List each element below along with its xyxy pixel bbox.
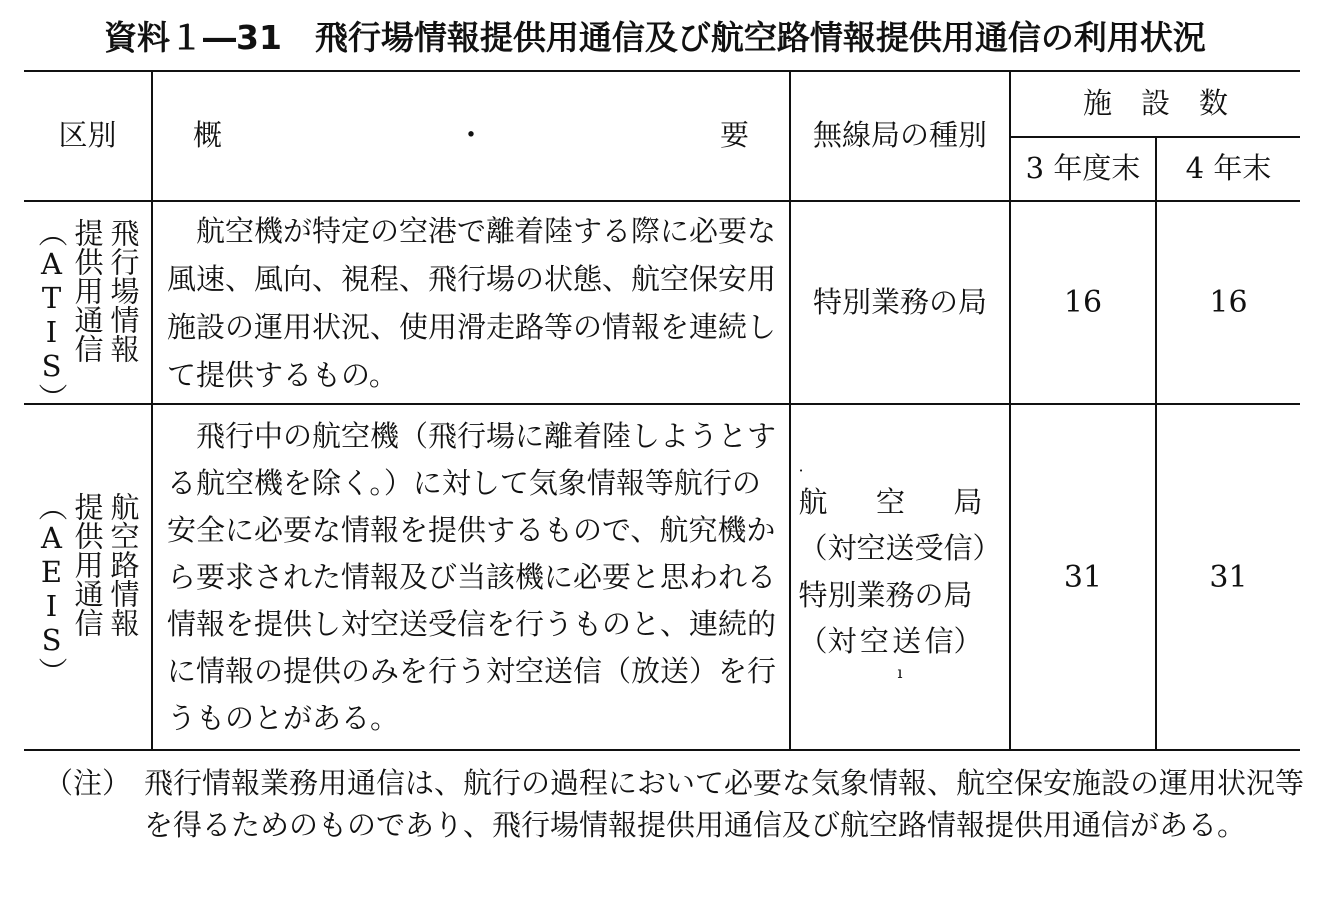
category-label: 航空路情報提供用通信（AEIS） [34,492,141,687]
decorative-tick: ı [897,662,903,682]
category-label: 飛行場情報提供用通信（ATIS） [34,217,141,412]
station-line-special: 特別業務の局 [798,577,973,612]
category-cell [24,404,152,750]
station-char: （対 [798,624,857,659]
count-year4-cell: 16 [1156,201,1300,404]
header-row-1 [24,71,1300,137]
station-char: 航 [798,485,828,520]
header-category: 区別 [24,71,152,201]
category-cell [24,201,152,412]
footnote-label: （注） [44,766,132,800]
header-summary-left: 概 [193,118,223,153]
footnote-text: 飛行情報業務用通信は、航行の過程において必要な気象情報、航空保安施設の運用状況等を得るためのものであり、飛行場情報提供用通信及び航空路情報提供用通信がある。 [144,766,1305,842]
station-char: 信） [924,624,983,659]
station-line-transceive: （対空送受信） [798,531,1002,566]
station-char: 送 [892,624,922,659]
summary-cell: 航空機が特定の空港で離着陸する際に必要な風速、風向、視程、飛行場の状態、航空保安用施設の運用状況、使用滑走路等の情報を連続して提供するもの。 [152,201,790,404]
count-year3-cell: 31 [1010,404,1156,750]
count-year3-cell: 16 [1010,201,1156,404]
station-line-aeronautical [798,479,982,525]
station-char: 局 [953,485,983,520]
header-station-type: 無線局の種別 [790,71,1010,201]
decorative-dot: · [798,461,804,481]
header-year3: 3 年度末 [1010,137,1156,201]
station-char: 空 [875,485,905,520]
table-row [24,404,1300,750]
header-summary-dot: ・ [456,118,486,153]
header-year4: 4 年末 [1156,137,1300,201]
station-char: 空 [859,624,889,659]
station-type-cell: 特別業務の局 [790,201,1010,404]
header-summary [152,71,790,201]
station-line-transmit [798,618,982,664]
header-facility-count: 施 設 数 [1010,71,1300,137]
usage-table [24,70,1300,751]
station-type-cell [790,404,1010,750]
table-row [24,201,1300,404]
header-summary-right: 要 [719,118,749,153]
count-year4-cell: 31 [1156,404,1300,750]
page-title: 資料１―31 飛行場情報提供用通信及び航空路情報提供用通信の利用状況 [104,18,1206,57]
summary-cell: 飛行中の航空機（飛行場に離着陸しようとする航空機を除く。）に対して気象情報等航行の安全に必要な情報を提供するもので、航究機から要求された情報及び当該機に必要と思われる情報を提供し対空送受信を行うものと、連続的に情報の提供のみを行う対空送信（放送）を行うものとがある。 [152,404,790,750]
